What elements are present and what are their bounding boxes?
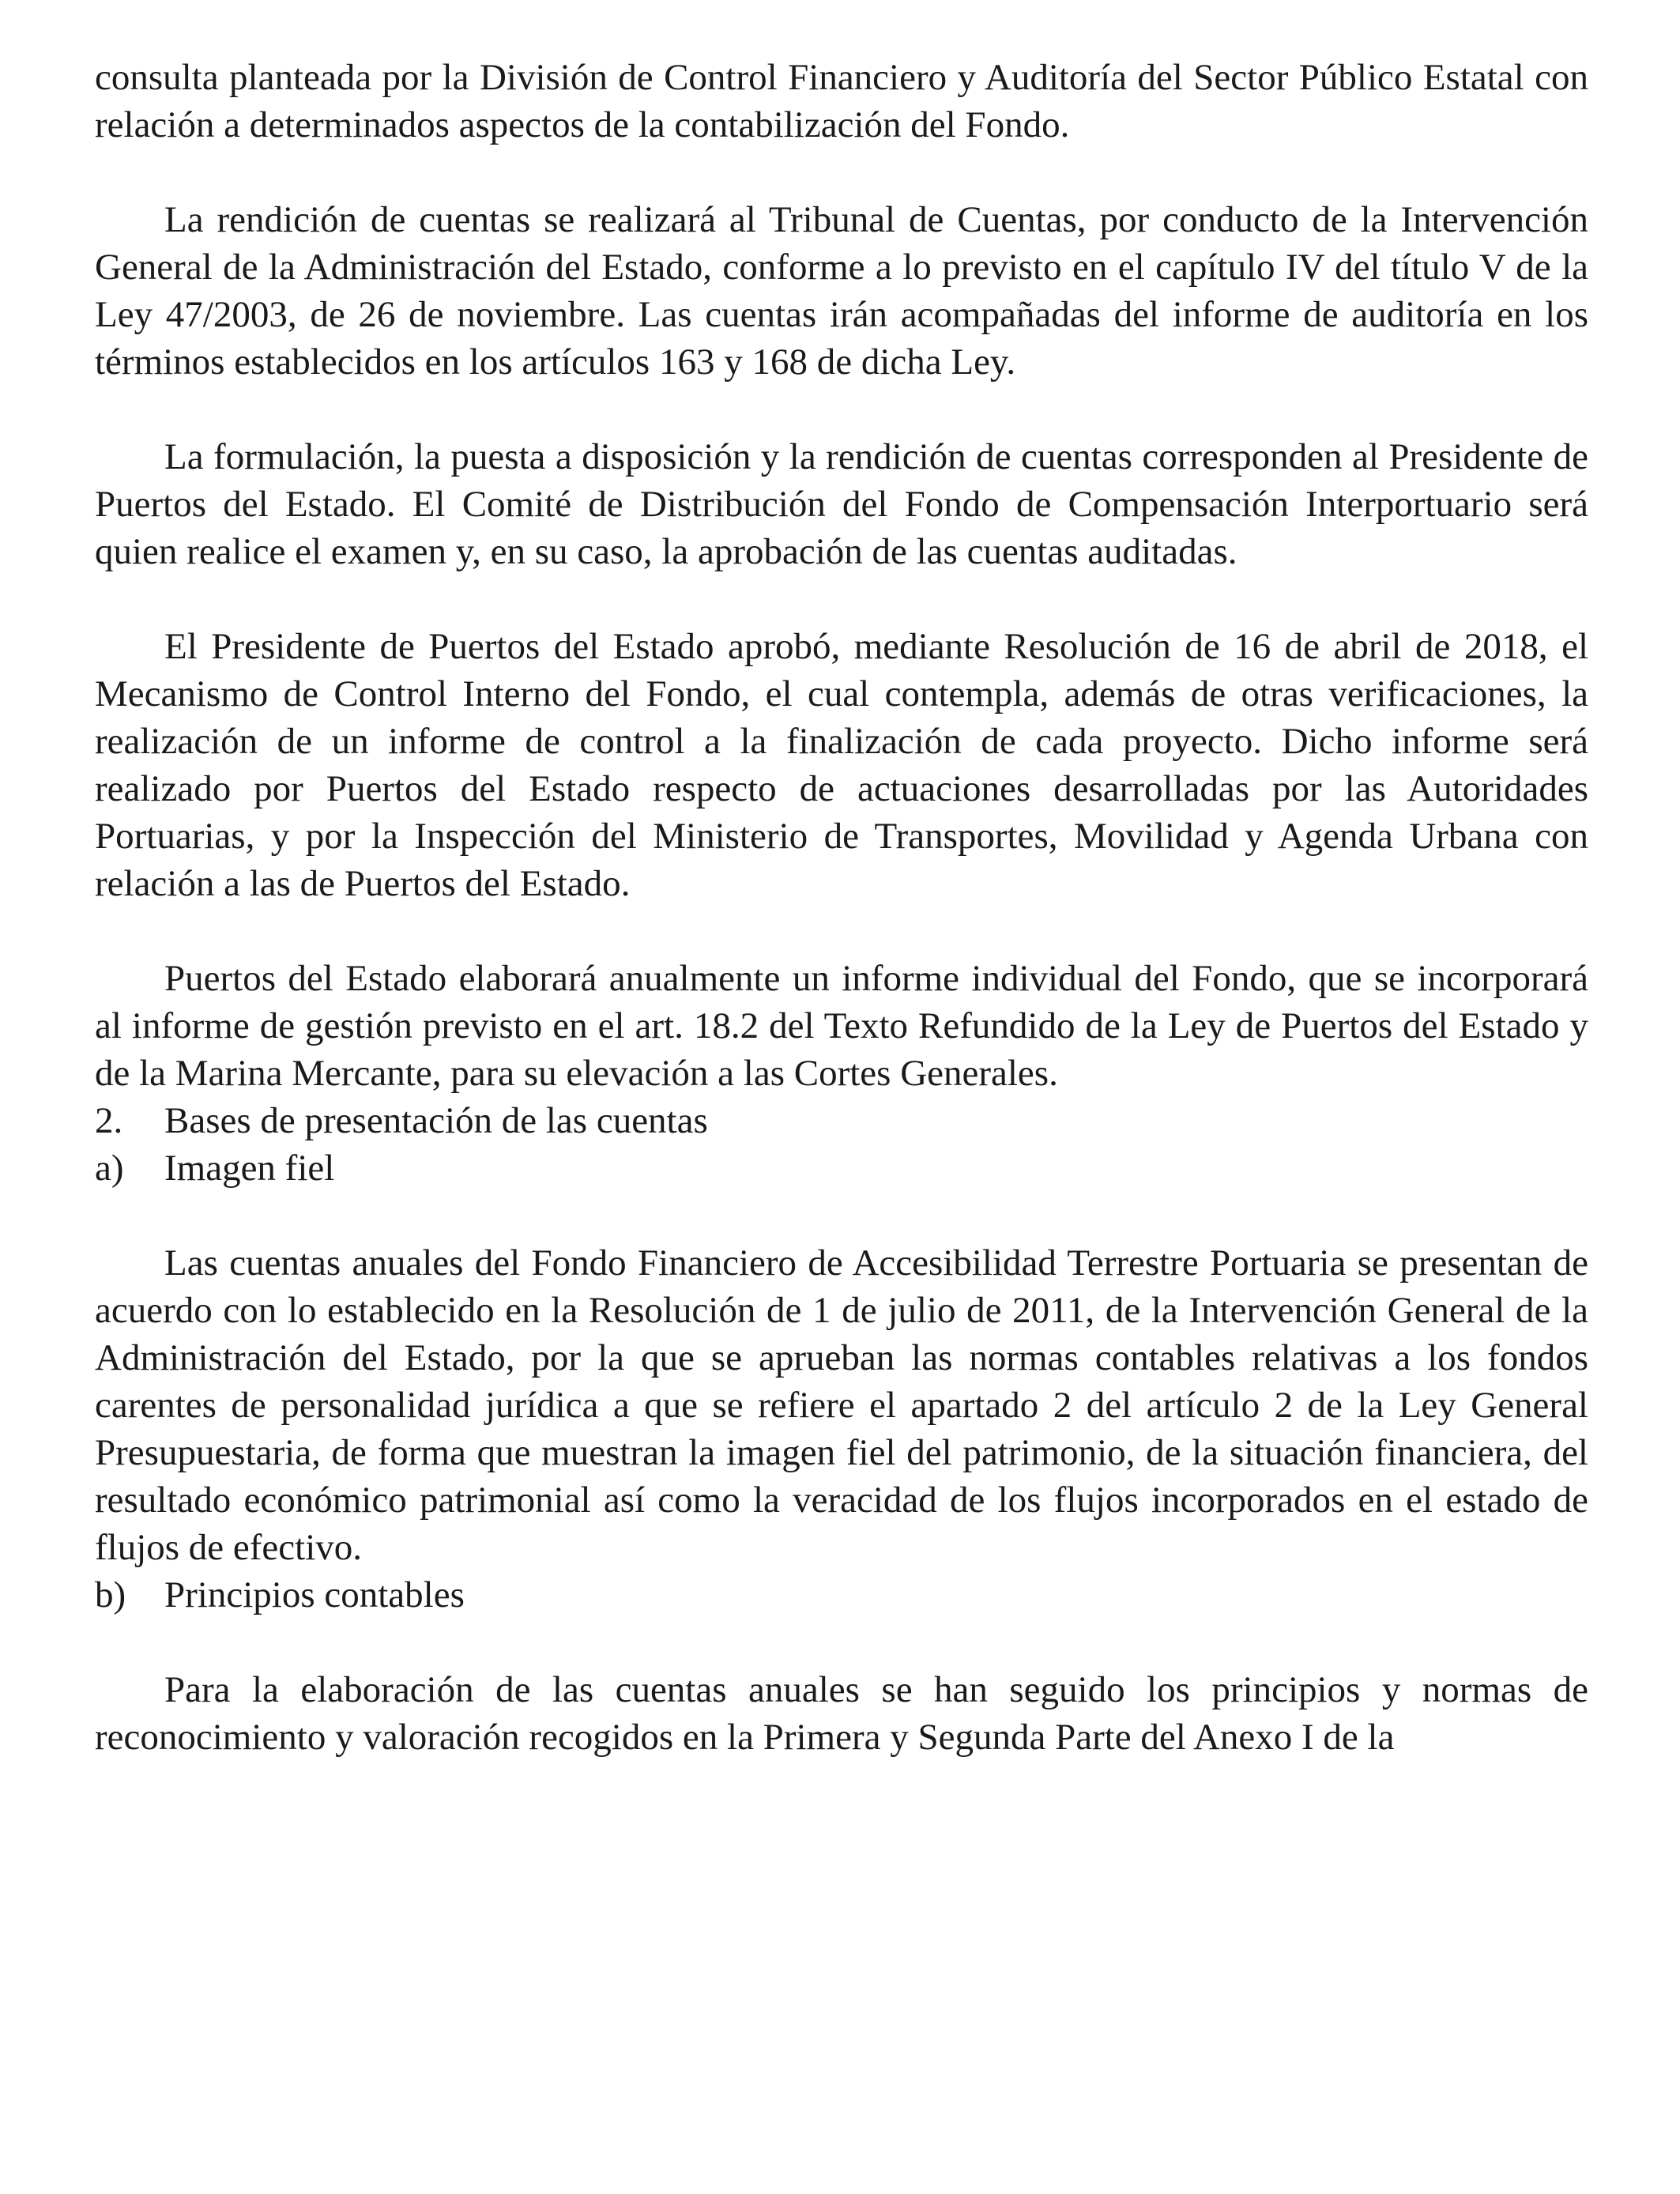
subsection-heading-imagen-fiel	[95, 1144, 1588, 1192]
paragraph-cuentas-anuales: Las cuentas anuales del Fondo Financiero de Accesibilidad Terrestre Portuaria se presentan de acuerdo con lo establecido en la Resolución de 1 de julio de 2011, de la Intervención General de la Administración del Estado, por la que se aprueban las normas contables relativas a los fondos carentes de personalidad jurídica a que se refiere el apartado 2 del artículo 2 de la Ley General Presupuestaria, de forma que muestran la imagen fiel del patrimonio, de la situación financiera, del resultado económico patrimonial así como la veracidad de los flujos incorporados en el estado de flujos de efectivo.	[95, 1242, 1588, 1568]
section-heading-bases	[95, 1097, 1588, 1144]
paragraph-elaboracion: Para la elaboración de las cuentas anuales se han seguido los principios y normas de reconocimiento y valoración recogidos en la Primera y Segunda Parte del Anexo I de la	[95, 1669, 1588, 1758]
subsection-heading-principios	[95, 1571, 1588, 1619]
paragraph-mecanismo-control: El Presidente de Puertos del Estado aprobó, mediante Resolución de 16 de abril de 2018, el Mecanismo de Control Interno del Fondo, el cual contempla, además de otras verificaciones, la realización de un informe de control a la finalización de cada proyecto. Dicho informe será realizado por Puertos del Estado respecto de actuaciones desarrolladas por las Autoridades Portuarias, y por la Inspección del Ministerio de Transportes, Movilidad y Agenda Urbana con relación a las de Puertos del Estado.	[95, 626, 1588, 904]
paragraph-consulta: consulta planteada por la División de Control Financiero y Auditoría del Sector Público Estatal con relación a determinados aspectos de la contabilización del Fondo.	[95, 57, 1588, 145]
paragraph-rendicion-cuentas: La rendición de cuentas se realizará al Tribunal de Cuentas, por conducto de la Intervención General de la Administración del Estado, conforme a lo previsto en el capítulo IV del título V de la Ley 47/2003, de 26 de noviembre. Las cuentas irán acompañadas del informe de auditoría en los términos establecidos en los artículos 163 y 168 de dicha Ley.	[95, 199, 1588, 383]
document-page	[95, 54, 1588, 1761]
section-number: 2.	[95, 1100, 123, 1141]
section-title: Bases de presentación de las cuentas	[164, 1100, 708, 1141]
paragraph-formulacion: La formulación, la puesta a disposición y la rendición de cuentas corresponden al Presidente de Puertos del Estado. El Comité de Distribución del Fondo de Compensación Interportuario será quien realice el examen y, en su caso, la aprobación de las cuentas auditadas.	[95, 436, 1588, 572]
subsection-title: Principios contables	[164, 1574, 465, 1615]
subsection-letter: b)	[95, 1574, 126, 1615]
paragraph-informe-individual: Puertos del Estado elaborará anualmente un informe individual del Fondo, que se incorporará al informe de gestión previsto en el art. 18.2 del Texto Refundido de la Ley de Puertos del Estado y de la Marina Mercante, para su elevación a las Cortes Generales.	[95, 958, 1588, 1094]
subsection-title: Imagen fiel	[164, 1148, 335, 1189]
subsection-letter: a)	[95, 1148, 124, 1189]
